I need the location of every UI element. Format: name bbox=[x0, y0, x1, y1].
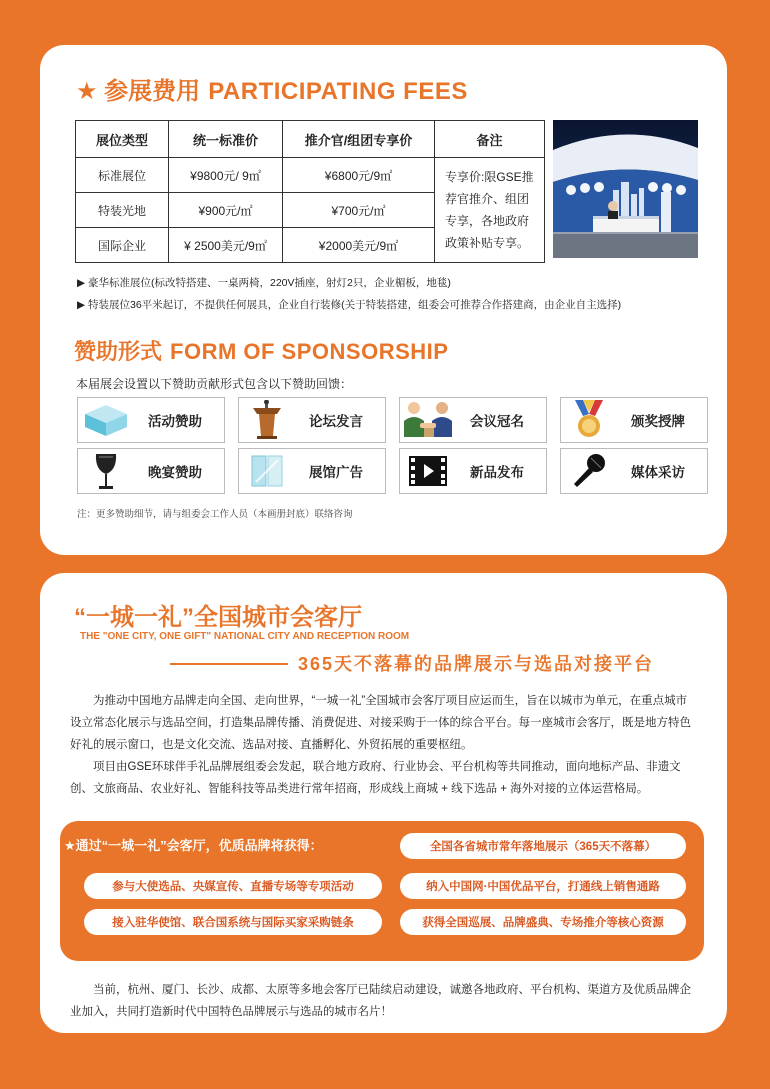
sponsorship-label: 颁奖授牌 bbox=[631, 414, 685, 429]
table-cell: ¥2000美元/9㎡ bbox=[283, 228, 435, 263]
subtitle-rule bbox=[170, 663, 288, 665]
sponsorship-intro: 本届展会设置以下赞助贡献形式包含以下赞助回馈： bbox=[76, 377, 353, 391]
cube-icon bbox=[78, 398, 134, 442]
sponsorship-title-cn: 赞助形式 bbox=[74, 339, 163, 364]
booth-photo bbox=[553, 120, 698, 258]
table-cell: 特装光地 bbox=[76, 193, 169, 228]
fee-table bbox=[75, 120, 545, 263]
sponsorship-note: 注：更多赞助细节，请与组委会工作人员（本画册封底）联络咨询 bbox=[77, 509, 353, 520]
sponsorship-label: 媒体采访 bbox=[631, 465, 685, 480]
col-header: 统一标准价 bbox=[169, 121, 283, 158]
sponsorship-item-activity bbox=[77, 397, 225, 443]
benefit-pill: 接入驻华使馆、联合国系统与国际买家采购链条 bbox=[84, 909, 382, 935]
fees-title-cn: ★ 参展费用 bbox=[76, 78, 201, 105]
film-icon bbox=[400, 449, 456, 493]
glass-panel-icon bbox=[239, 449, 295, 493]
sponsorship-label: 晚宴赞助 bbox=[148, 465, 202, 480]
table-row bbox=[76, 158, 545, 193]
fee-bullet: ▶ 豪华标准展位(标改特搭建、一桌两椅，220V插座，射灯2只，企业楣板，地毯) bbox=[77, 277, 451, 289]
city-subtitle: 365天不落幕的品牌展示与选品对接平台 bbox=[298, 654, 655, 674]
fee-note: 专享价:限GSE推荐官推介、组团专享，各地政府政策补贴专享。 bbox=[435, 158, 545, 263]
col-header: 展位类型 bbox=[76, 121, 169, 158]
table-cell: ¥6800元/9㎡ bbox=[283, 158, 435, 193]
intro-paragraph: 项目由GSE环球伴手礼品牌展组委会发起，联合地方政府、行业协会、平台机构等共同推动，面向地标产品、非遗文创、文旅商品、农业好礼、智能科技等品类进行常年招商，形成线上商城 + 线下选品 + 海外对接的立体运营格局。 bbox=[70, 761, 681, 795]
sponsorship-label: 论坛发言 bbox=[309, 414, 363, 429]
table-cell: ¥ 2500美元/9㎡ bbox=[169, 228, 283, 263]
handshake-icon bbox=[400, 398, 456, 442]
sponsorship-label: 会议冠名 bbox=[470, 414, 524, 429]
sponsorship-item-award bbox=[560, 397, 708, 443]
sponsorship-title bbox=[74, 335, 448, 366]
sponsorship-label: 新品发布 bbox=[470, 465, 524, 480]
podium-icon bbox=[239, 398, 295, 442]
sponsorship-item-banquet bbox=[77, 448, 225, 494]
sponsorship-item-launch bbox=[399, 448, 547, 494]
microphone-icon bbox=[561, 449, 617, 493]
benefit-pill: 全国各省城市常年落地展示（365天不落幕） bbox=[400, 833, 686, 859]
intro-paragraph: 为推动中国地方品牌走向全国、走向世界，“一城一礼”全国城市会客厅项目应运而生，旨在以城市为单元，在重点城市设立常态化展示与选品空间，打造集品牌传播、消费促进、对接采购于一体的综合平台。每一座城市会客厅，既是地方特色好礼的展示窗口，也是文化交流、选品对接、直播孵化、外贸拓展的重要枢纽。 bbox=[70, 695, 691, 751]
fees-card bbox=[40, 45, 727, 555]
table-cell: ¥700元/㎡ bbox=[283, 193, 435, 228]
sponsorship-item-advert bbox=[238, 448, 386, 494]
closing-paragraph: 当前，杭州、厦门、长沙、成都、太原等多地会客厅已陆续启动建设，诚邀各地政府、平台机构、渠道方及优质品牌企业加入，共同打造新时代中国特色品牌展示与选品的城市名片！ bbox=[70, 984, 691, 1018]
benefit-box bbox=[60, 821, 704, 961]
city-card bbox=[40, 573, 727, 1033]
col-header: 推介官/组团专享价 bbox=[283, 121, 435, 158]
col-header: 备注 bbox=[435, 121, 545, 158]
sponsorship-item-naming bbox=[399, 397, 547, 443]
table-cell: 国际企业 bbox=[76, 228, 169, 263]
benefit-pill: 参与大使选品、央媒宣传、直播专场等专项活动 bbox=[84, 873, 382, 899]
benefit-pill: 纳入中国网·中国优品平台，打通线上销售通路 bbox=[400, 873, 686, 899]
table-header-row bbox=[76, 121, 545, 158]
sponsorship-label: 展馆广告 bbox=[309, 465, 363, 480]
benefit-heading: ★通过“一城一礼”会客厅，优质品牌将获得： bbox=[64, 838, 323, 853]
sponsorship-item-forum bbox=[238, 397, 386, 443]
wine-glass-icon bbox=[78, 449, 134, 493]
fee-bullet: ▶ 特装展位36平米起订，不提供任何展具，企业自行装修(关于特装搭建，组委会可推荐合作搭建商，由企业自主选择) bbox=[77, 299, 622, 311]
city-title: “一城一礼”全国城市会客厅 bbox=[74, 604, 362, 631]
table-cell: ¥9800元/ 9㎡ bbox=[169, 158, 283, 193]
sponsorship-item-media bbox=[560, 448, 708, 494]
table-cell: ¥900元/㎡ bbox=[169, 193, 283, 228]
city-title-en: THE "ONE CITY, ONE GIFT" NATIONAL CITY AND RECEPTION ROOM bbox=[80, 631, 410, 642]
medal-icon bbox=[561, 398, 617, 442]
sponsorship-title-en: FORM OF SPONSORSHIP bbox=[170, 339, 449, 364]
benefit-pill: 获得全国巡展、品牌盛典、专场推介等核心资源 bbox=[400, 909, 686, 935]
table-cell: 标准展位 bbox=[76, 158, 169, 193]
fees-title bbox=[76, 71, 468, 106]
sponsorship-label: 活动赞助 bbox=[148, 414, 202, 429]
fees-title-en: PARTICIPATING FEES bbox=[208, 78, 468, 105]
